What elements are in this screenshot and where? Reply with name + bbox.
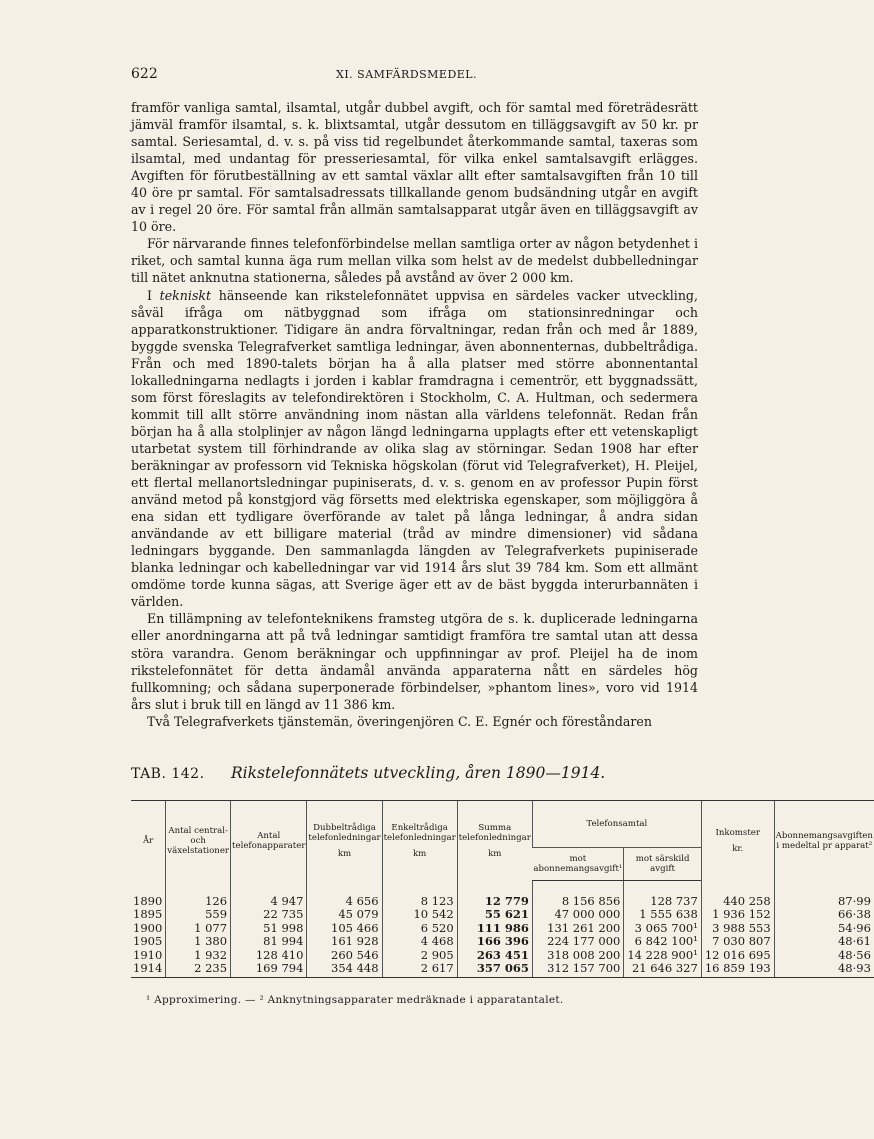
cell-total: 111 986 — [457, 922, 532, 935]
cell-calls-fee: 14 228 900¹ — [624, 949, 701, 962]
table-title: Rikstelefonnätets utveckling, åren 1890—1914. — [231, 764, 606, 782]
table-caption — [131, 764, 698, 782]
table-row — [131, 935, 874, 948]
header-calls-fee: mot särskild avgift — [624, 848, 701, 881]
header-total-lines — [457, 801, 532, 881]
page-header — [131, 66, 698, 86]
cell-income: 440 258 — [701, 881, 774, 909]
cell-income: 7 030 807 — [701, 935, 774, 948]
cell-calls-fee: 128 737 — [624, 881, 701, 909]
cell-calls-fee: 6 842 100¹ — [624, 935, 701, 948]
table-row — [131, 908, 874, 921]
cell-calls-sub: 8 156 856 — [532, 881, 623, 909]
cell-calls-fee: 21 646 327 — [624, 962, 701, 978]
paragraph-4: En tillämpning av telefonteknikens framsteg utgöra de s. k. duplicerade ledningarna eller anordningarna att på två ledningar samtidigt framföra tre samtal utan att dessa störa varandra. Genom beräkningar och uppfinningar av prof. Pleijel ha de inom rikstelefonnätet för detta ändamål använda apparaterna nått en särdeles hög fullkomning; och sådana superponerade förbindelser, »phantom lines», voro vid 1914 års slut i bruk till en längd av 11 386 km. — [131, 611, 698, 712]
cell-year: 1905 — [133, 934, 163, 949]
header-single-unit: km — [412, 848, 427, 859]
header-total-lines-label: Summa telefonledningar — [458, 822, 531, 843]
cell-apparatus: 51 998 — [231, 922, 307, 935]
cell-year: 1910 — [133, 947, 163, 962]
cell-income: 12 016 695 — [701, 949, 774, 962]
cell-calls-sub: 312 157 700 — [532, 962, 623, 978]
data-table — [131, 800, 874, 978]
header-income-unit: kr. — [732, 843, 744, 854]
cell-calls-sub: 318 008 200 — [532, 949, 623, 962]
cell-total: 166 396 — [457, 935, 532, 948]
paragraph-2: För närvarande finnes telefonförbindelse mellan samtliga orter av någon betydenhet i riket, och samtal kunna äga rum mellan vilka som helst av de medelst dubbelledningar till nätet anknutna stationerna, således på avstånd av över 2 000 km. — [131, 236, 698, 286]
table-row — [131, 922, 874, 935]
cell-avg: 48·61 — [774, 935, 874, 948]
cell-year: 1890 — [133, 893, 163, 908]
cell-stations: 1 932 — [166, 949, 231, 962]
cell-double: 260 546 — [307, 949, 382, 962]
running-title: XI. SAMFÄRDSMEDEL. — [336, 68, 478, 81]
body-text — [131, 99, 698, 730]
footnote: ¹ Approximering. — ² Anknytningsapparater medräknade i apparatantalet. — [146, 994, 564, 1006]
cell-avg: 66·38 — [774, 908, 874, 921]
table-row — [131, 881, 874, 909]
header-double-lines-label: Dubbeltrådiga telefonledningar — [308, 822, 381, 843]
header-total-unit: km — [488, 848, 502, 859]
paragraph-5: Två Telegrafverkets tjänstemän, överingenjören C. E. Egnér och föreståndaren — [147, 713, 652, 729]
paragraph-1: framför vanliga samtal, ilsamtal, utgår dubbel avgift, och för samtal med företrädesrätt jämväl framför ilsamtal, s. k. blixtsamtal, utgår dessutom en tilläggsavgift av 50 kr. pr samtal. Seriesamtal, d. v. s. på viss tid regelbundet återkommande samtal, taxeras som ilsamtal, med undantag för presseriesamtal, för vilka enkel samtalsavgift erlägges. Avgiften för förutbeställning av ett samtal växlar allt efter samtalsavgiften från 10 till 40 öre pr samtal. För samtalsadressats tillkallande genom budsändning utgår en avgift av i regel 20 öre. För samtal från allmän samtalsapparat utgår även en tilläggsavgift av 10 öre. — [131, 100, 698, 235]
header-apparatus: Antal telefonapparater — [231, 801, 307, 881]
cell-calls-fee: 1 555 638 — [624, 908, 701, 921]
cell-double: 105 466 — [307, 922, 382, 935]
cell-year: 1900 — [133, 920, 163, 935]
cell-single: 2 617 — [382, 962, 457, 978]
header-single-lines — [382, 801, 457, 881]
header-double-lines — [307, 801, 382, 881]
cell-single: 2 905 — [382, 949, 457, 962]
header-income — [701, 801, 774, 881]
cell-income: 3 988 553 — [701, 922, 774, 935]
cell-stations: 1 380 — [166, 935, 231, 948]
cell-avg: 48·56 — [774, 949, 874, 962]
cell-total: 12 779 — [457, 881, 532, 909]
cell-apparatus: 81 994 — [231, 935, 307, 948]
paragraph-3 — [131, 287, 698, 611]
table-row — [131, 962, 874, 978]
cell-calls-sub: 224 177 000 — [532, 935, 623, 948]
cell-year: 1914 — [131, 962, 166, 978]
cell-calls-fee: 3 065 700¹ — [624, 922, 701, 935]
cell-apparatus: 4 947 — [231, 881, 307, 909]
header-subscription: Abonnemangsavgiften i medeltal pr apparat² — [774, 801, 874, 881]
cell-single: 8 123 — [382, 881, 457, 909]
cell-income: 16 859 193 — [701, 962, 774, 978]
cell-single: 10 542 — [382, 908, 457, 921]
cell-apparatus: 22 735 — [231, 908, 307, 921]
cell-year: 1895 — [133, 907, 163, 922]
header-stations: Antal central- och växelstationer — [166, 801, 231, 881]
cell-avg: 48·93 — [774, 962, 874, 978]
page-number: 622 — [131, 66, 158, 82]
cell-total: 263 451 — [457, 949, 532, 962]
cell-apparatus: 169 794 — [231, 962, 307, 978]
table-row — [131, 949, 874, 962]
cell-calls-sub: 47 000 000 — [532, 908, 623, 921]
cell-double: 4 656 — [307, 881, 382, 909]
cell-stations: 126 — [166, 881, 231, 909]
cell-stations: 559 — [166, 908, 231, 921]
paragraph-3-rest: hänseende kan rikstelefonnätet uppvisa en särdeles vacker utveckling, såväl ifråga om nätbyggnad som ifråga om stationsinredningar och apparatkonstruktioner. Tidigare än andra förvaltningar, redan från och med år 1889, byggde svenska Telegrafverket samtliga ledningar, även abonnenternas, dubbeltrådiga. Från och med 1890-talets början ha å alla platser med större abonnentantal lokalledningarna nedlagts i jorden i kablar framdragna i cementrör, ett byggnadssätt, som först föreslagits av telefondirektören i Stockholm, C. A. Hultman, och sedermera kommit till allt större användning inom nästan alla världens telefonnät. Redan från början ha å alla stolplinjer av någon längd ledningarna upplagts efter ett vetenskapligt utarbetat system till förhindrande av olika slag av störningar. Sedan 1908 har efter beräkningar av professorn vid Tekniska högskolan (förut vid Telegrafverket), H. Pleijel, ett flertal mellanortsledningar pupiniserats, d. v. s. genom en av professor Pupin först använd metod på konstgjord väg försetts med elektriska egenskaper, som möjliggöra å ena sidan ett tydligare överförande av talet på långa ledningar, å andra sidan användande av ett billigare material (tråd av mindre dimensioner) vid sådana ledningars byggande. Den sammanlagda längden av Telegrafverkets pupiniserade blanka ledningar och kabelledningar var vid 1914 års slut 39 784 km. Som ett allmänt omdöme torde kunna sägas, att Sverige äger ett av de bäst byggda interurbannäten i världen. — [131, 287, 698, 610]
cell-income: 1 936 152 — [701, 908, 774, 921]
cell-calls-sub: 131 261 200 — [532, 922, 623, 935]
cell-avg: 54·96 — [774, 922, 874, 935]
cell-stations: 1 077 — [166, 922, 231, 935]
header-income-label: Inkomster — [715, 827, 760, 838]
header-double-unit: km — [337, 848, 352, 859]
cell-single: 6 520 — [382, 922, 457, 935]
table-label: TAB. 142. — [131, 766, 205, 782]
cell-double: 161 928 — [307, 935, 382, 948]
cell-single: 4 468 — [382, 935, 457, 948]
header-calls: Telefonsamtal — [532, 801, 701, 848]
cell-double: 354 448 — [307, 962, 382, 978]
paragraph-3-lead: I — [147, 287, 160, 303]
cell-stations: 2 235 — [166, 962, 231, 978]
header-calls-subscription: mot abonnemangsavgift¹ — [532, 848, 623, 881]
header-single-lines-label: Enkeltrådiga telefonledningar — [383, 822, 456, 843]
cell-total: 55 621 — [457, 908, 532, 921]
cell-double: 45 079 — [307, 908, 382, 921]
header-year: År — [131, 801, 166, 881]
cell-avg: 87·99 — [774, 881, 874, 909]
cell-apparatus: 128 410 — [231, 949, 307, 962]
paragraph-3-italic: tekniskt — [159, 287, 212, 303]
cell-total: 357 065 — [457, 962, 532, 978]
